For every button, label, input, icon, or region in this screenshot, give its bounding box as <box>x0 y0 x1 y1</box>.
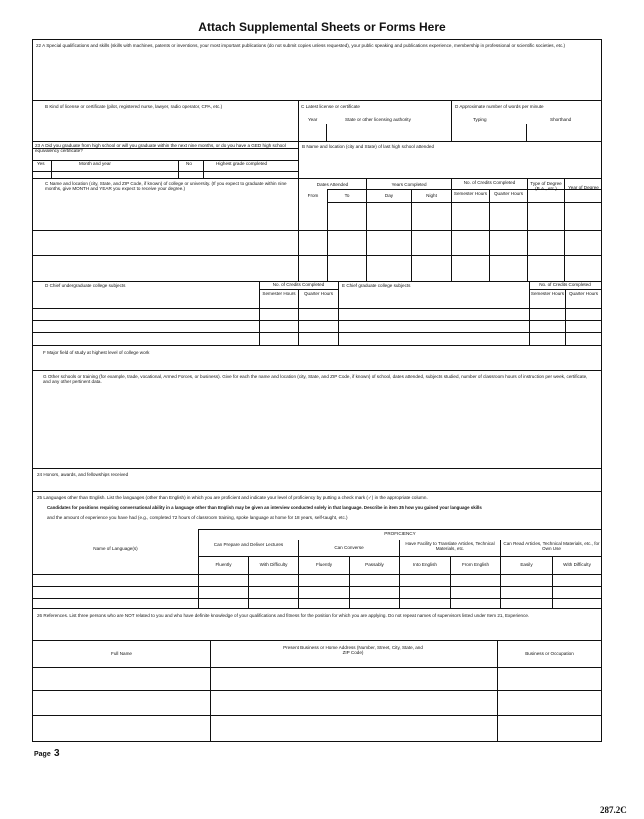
col-read-easily: Easily <box>520 562 533 567</box>
col-day: Day <box>384 193 394 198</box>
item25-label-1: 25 Languages other than English. List the languages (other than English) in which you are proficient and indicate your level of proficiency by putting a check mark (✓) in the appropriate column. <box>37 495 428 500</box>
col-years-completed: Years Completed <box>391 182 427 187</box>
item26-label: 26 References. List three persons who are NOT related to you and who have definite knowledge of your qualifications and fitness for the position for which you are applying. Do not repeat names of supervisors listed under Item 21, Experience. <box>37 613 530 618</box>
col-converse: Can Converse <box>334 545 364 550</box>
col-e-quarter: Quarter Hours <box>568 291 599 296</box>
item22d-label: D Approximate number of words per minute <box>455 104 544 109</box>
col-lectures-difficulty: With Difficulty <box>259 562 288 567</box>
item22d-typing: Typing <box>473 117 487 122</box>
col-e-credits: No. of Credits Completed <box>539 282 591 287</box>
item25-label-3: and the amount of experience you have had (e.g., completed 72 hours of classroom training, spoke language at home for 18 years, self-taught, etc.) <box>47 515 348 520</box>
form-title: Attach Supplemental Sheets or Forms Here <box>198 20 446 34</box>
item23a-highest-grade: Highest grade completed <box>216 161 268 166</box>
item23g-label: G Other schools or training (for example, trade, vocational, Armed Forces, or business). Give for each the name and location (city, State, and ZIP Code, if known) of school, dates attended, subjects studied, number of classroom hours of instruction per week, certificate, and any other pertinent data. <box>43 374 588 385</box>
col-converse-fluently: Fluently <box>315 562 333 567</box>
col-from: From <box>307 193 319 198</box>
page-number: 3 <box>54 748 60 759</box>
col-address: Present Business or Home Address (Number, Street, City, State, and ZIP Code) <box>283 645 423 656</box>
item25-label-2: Candidates for positions requiring conversational ability in a language other than English may be given an interview conducted solely in that language. Describe in item 35 how you gained your language skills <box>47 505 482 510</box>
item22d-shorthand: Shorthand <box>550 117 572 122</box>
item23a-month-year: Month and year <box>79 161 111 166</box>
col-proficiency: PROFICIENCY <box>384 531 416 536</box>
col-name-of-language: Name of Language(s) <box>93 546 138 551</box>
col-lectures-fluently: Fluently <box>215 562 232 567</box>
item23c-label: C Name and location (city, State, and ZIP Code, if known) of college or university. (If you expect to graduate within nine months, give MONTH and YEAR you expect to receive your degree.) <box>45 181 287 192</box>
col-into-english: Into English <box>412 562 437 567</box>
col-translate: Have Facility to Translate Articles, Technical Materials, etc. <box>405 541 495 552</box>
item22c-label: C Latest license or certificate <box>301 104 360 109</box>
application-form <box>32 39 602 742</box>
col-year-of-degree: Year of Degree <box>568 185 599 190</box>
col-to: To <box>344 193 350 198</box>
item22c-state: State or other licensing authority <box>345 117 411 122</box>
item23a-yes: Yes <box>37 161 45 166</box>
col-night: Night <box>426 193 437 198</box>
col-from-english: From English <box>461 562 490 567</box>
page-label: Page <box>34 751 51 758</box>
col-d-semester: Semester Hours <box>262 291 296 296</box>
item22c-year: Year <box>308 117 318 122</box>
document-code: 287.2C <box>600 805 627 815</box>
col-d-quarter: Quarter Hours <box>303 291 334 296</box>
col-dates-attended: Dates Attended <box>316 182 349 187</box>
item23d-label: D Chief undergraduate college subjects <box>45 283 126 288</box>
item22a-label: 22 A Special qualifications and skills (skills with machines, patents or inventions, your most important publications (do not submit copies unless requested), your public speaking and publications experience, membership in professional or scientific societies, etc.) <box>36 43 566 48</box>
col-quarter-hours: Quarter Hours <box>493 191 524 196</box>
col-read-difficulty: With Difficulty <box>563 562 591 567</box>
item24-label: 24 Honors, awards, and fellowships received <box>37 472 129 477</box>
item23a-no: No <box>186 161 192 166</box>
col-converse-passably: Passably <box>365 562 384 567</box>
col-credits-completed: No. of Credits Completed <box>463 180 516 185</box>
item22b-label: B Kind of license or certificate (pilot, registered nurse, lawyer, radio operator, CPA, etc.) <box>45 104 223 109</box>
col-read-articles: Can Read Articles, Technical Materials, etc., for Own Use <box>503 541 600 552</box>
item23f-label: F Major field of study at highest level of college work <box>43 350 150 355</box>
col-semester-hours: Semester Hours <box>453 191 488 196</box>
item23b-label: B Name and location (city and State) of last high school attended <box>302 144 435 149</box>
item23e-label: E Chief graduate college subjects <box>342 283 411 288</box>
col-full-name: Full Name <box>111 651 132 656</box>
col-occupation: Business or Occupation <box>525 651 574 656</box>
col-e-semester: Semester Hours <box>530 291 565 296</box>
col-type-of-degree: Type of Degree (B.A., etc.) <box>530 181 562 192</box>
col-lectures: Can Prepare and Deliver Lectures <box>213 542 284 547</box>
item23a-label: 23 A Did you graduate from high school or will you graduate within the next nine months, or do you have a GED high school equivalency certificate? <box>35 143 286 154</box>
col-d-credits: No. of Credits Completed <box>272 282 325 287</box>
